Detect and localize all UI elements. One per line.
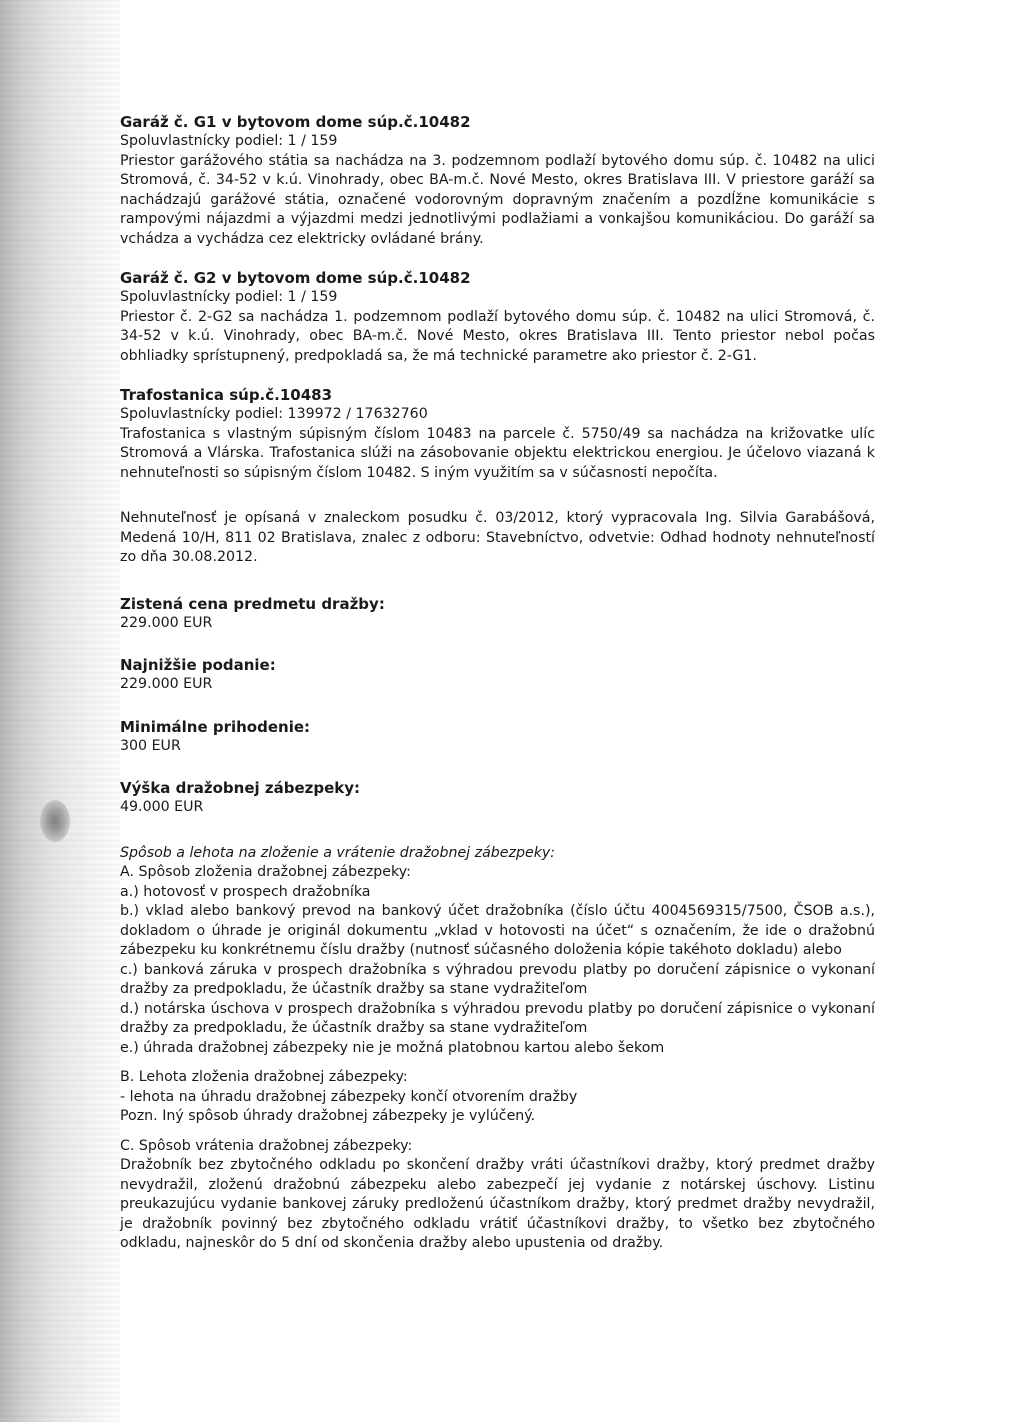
price-label: Minimálne prihodenie: [120, 717, 311, 736]
garage-g2-heading: Garáž č. G2 v bytovom dome súp.č.10482 [120, 269, 471, 287]
deposit-a-heading: A. Spôsob zloženia dražobnej zábezpeky: [120, 864, 411, 880]
section-deposit [120, 844, 875, 1254]
deposit-a-item: e.) úhrada dražobnej zábezpeky nie je možná platobnou kartou alebo šekom [120, 1039, 665, 1056]
price-block-estimated [120, 594, 875, 634]
deposit-a-item: a.) hotovosť v prospech dražobníka [120, 883, 371, 900]
price-value: 229.000 EUR [120, 614, 213, 631]
transformer-share: Spoluvlastnícky podiel: 139972 / 17632760 [120, 406, 428, 422]
transformer-description: Trafostanica s vlastným súpisným číslom 10483 na parcele č. 5750/49 sa nachádza na križovatke ulíc Stromová a Vlárska. Trafostanica slúži na zásobovanie objektu elektrickou energiou. Je účelovo viazaná k nehnuteľnosti so súpisným číslom 10482. S iným využitím sa v súčasnosti nepočíta. [120, 425, 875, 481]
deposit-c-text: Dražobník bez zbytočného odkladu po skončení dražby vráti účastníkovi dražby, ktorý predmet dražby nevydražil, zloženú dražobnú zábezpeku alebo zabezpečí jej vydanie z notárskej úschovy. Listinu preukazujúcu vydanie bankovej záruky predloženú účastníkom dražby, ktorý predmet dražby nevydražil, je dražobník povinný bez zbytočného odkladu vrátiť účastníkovi dražby, to všetko bez zbytočného odkladu, najneskôr do 5 dní od skončenia dražby alebo upustenia od dražby. [120, 1157, 875, 1251]
expert-opinion-text: Nehnuteľnosť je opísaná v znaleckom posudku č. 03/2012, ktorý vypracovala Ing. Silvia Garabášová, Medená 10/H, 811 02 Bratislava, znalec z odboru: Stavebníctvo, odvetvie: Odhad hodnoty nehnuteľností zo dňa 30.08.2012. [120, 510, 875, 565]
deposit-a-item: d.) notárska úschova v prospech dražobníka s výhradou prevodu platby po doručení zápisnice o vykonaní dražby za predpokladu, že účastník dražby sa stane vydražiteľom [120, 1000, 875, 1036]
price-block-lowest-bid [120, 655, 875, 695]
price-value: 49.000 EUR [120, 799, 204, 815]
section-expert-opinion [120, 509, 875, 568]
section-transformer [120, 385, 875, 483]
garage-g1-heading: Garáž č. G1 v bytovom dome súp.č.10482 [120, 113, 471, 131]
deposit-a-item: c.) banková záruka v prospech dražobníka s výhradou prevodu platby po doručení zápisnice o vykonaní dražby za predpokladu, že účastník dražby sa stane vydražiteľom [120, 961, 875, 997]
section-garage-g2 [120, 268, 875, 366]
scan-shadow-edge [0, 0, 120, 1422]
deposit-c-heading: C. Spôsob vrátenia dražobnej zábezpeky: [120, 1137, 413, 1154]
deposit-b-item: - lehota na úhradu dražobnej zábezpeky končí otvorením dražby [120, 1088, 578, 1105]
deposit-title: Spôsob a lehota na zloženie a vrátenie dražobnej zábezpeky: [120, 844, 556, 861]
section-garage-g1 [120, 112, 875, 249]
garage-g2-description: Priestor č. 2-G2 sa nachádza 1. podzemnom podlaží bytového domu súp. č. 10482 na ulici Stromová, č. 34-52 v k.ú. Vinohrady, obec BA-m.č. Nové Mesto, okres Bratislava III. Tento priestor nebol počas obhliadky sprístupnený, predpokladá sa, že má technické parametre ako priestor č. 2-G1. [120, 308, 875, 364]
price-block-deposit [120, 778, 875, 818]
price-label: Výška dražobnej zábezpeky: [120, 779, 361, 797]
price-label: Najnižšie podanie: [120, 656, 276, 674]
garage-g1-description: Priestor garážového státia sa nachádza na 3. podzemnom podlaží bytového domu súp. č. 10482 na ulici Stromová, č. 34-52 v k.ú. Vinohrady, obec BA-m.č. Nové Mesto, okres Bratislava III. V priestore garáží sa nachádzajú garážové státia, označené vodorovným dopravným značením a pozdĺžne komunikácie s rampovými nájazdmi a výjazdmi medzi jednotlivými podlažiami a vonkajšou komunikáciou. Do garáží sa vchádza a vychádza cez elektricky ovládané brány. [120, 152, 875, 247]
deposit-a-item: b.) vklad alebo bankový prevod na bankový účet dražobníka (číslo účtu 4004569315/7500, ČSOB a.s.), dokladom o úhrade je originál dokumentu „vklad v hotovosti na účet“ s označením, že ide o dražobnú zábezpeku ku konkrétnemu číslu dražby (nutnosť súčasného doloženia kópie takéhoto dokladu) alebo [120, 903, 875, 958]
transformer-heading: Trafostanica súp.č.10483 [120, 386, 333, 404]
document-page [120, 112, 875, 1254]
garage-g2-share: Spoluvlastnícky podiel: 1 / 159 [120, 289, 338, 305]
punch-hole-mark [40, 800, 70, 842]
price-label: Zistená cena predmetu dražby: [120, 594, 385, 613]
price-block-min-increment [120, 717, 875, 757]
deposit-b-item: Pozn. Iný spôsob úhrady dražobnej zábezpeky je vylúčený. [120, 1108, 536, 1124]
price-value: 300 EUR [120, 737, 181, 754]
garage-g1-share: Spoluvlastnícky podiel: 1 / 159 [120, 133, 338, 149]
deposit-b-heading: B. Lehota zloženia dražobnej zábezpeky: [120, 1069, 408, 1085]
price-value: 229.000 EUR [120, 676, 213, 692]
